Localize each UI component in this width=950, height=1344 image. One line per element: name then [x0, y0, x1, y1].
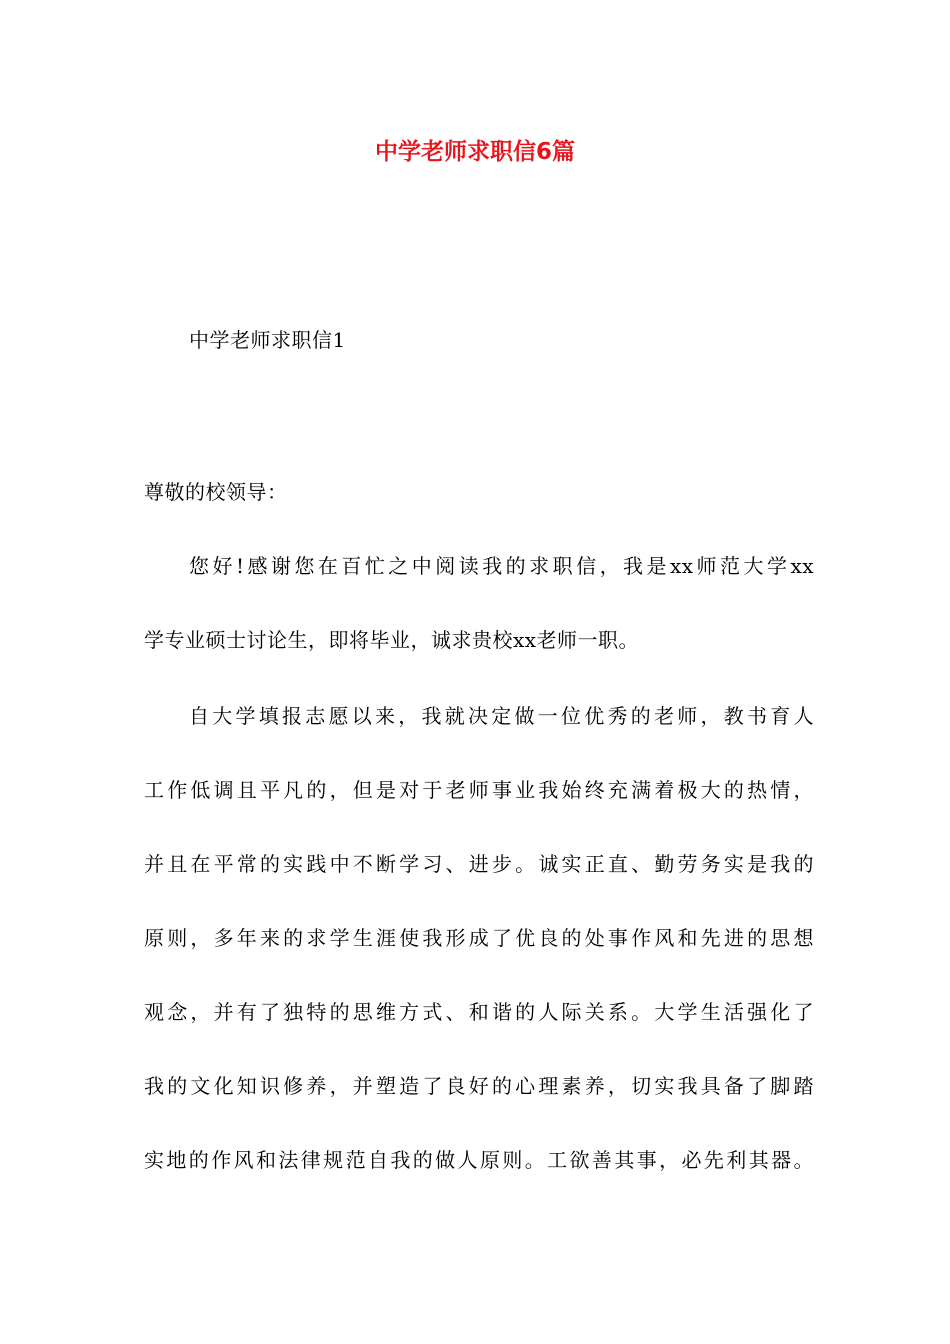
paragraph-line: 实地的作风和法律规范自我的做人原则。工欲善其事，必先利其器。	[144, 1148, 814, 1172]
paragraph-line: 观念，并有了独特的思维方式、和谐的人际关系。大学生活强化了	[144, 1000, 814, 1024]
paragraph-line: 工作低调且平凡的，但是对于老师事业我始终充满着极大的热情，	[144, 778, 814, 802]
paragraph-line: 我的文化知识修养，并塑造了良好的心理素养，切实我具备了脚踏	[144, 1074, 814, 1098]
section-heading: 中学老师求职信1	[189, 328, 346, 352]
paragraph-line: 学专业硕士讨论生，即将毕业，诚求贵校xx老师一职。	[144, 628, 640, 652]
paragraph-line: 并且在平常的实践中不断学习、进步。诚实正直、勤劳务实是我的	[144, 852, 814, 876]
paragraph-line: 原则，多年来的求学生涯使我形成了优良的处事作风和先进的思想	[144, 926, 814, 950]
paragraph-line: 您好!感谢您在百忙之中阅读我的求职信，我是xx师范大学xx	[189, 554, 814, 578]
paragraph-line: 自大学填报志愿以来，我就决定做一位优秀的老师，教书育人	[189, 704, 814, 728]
document-title: 中学老师求职信6篇	[374, 139, 575, 165]
salutation: 尊敬的校领导：	[144, 480, 288, 504]
